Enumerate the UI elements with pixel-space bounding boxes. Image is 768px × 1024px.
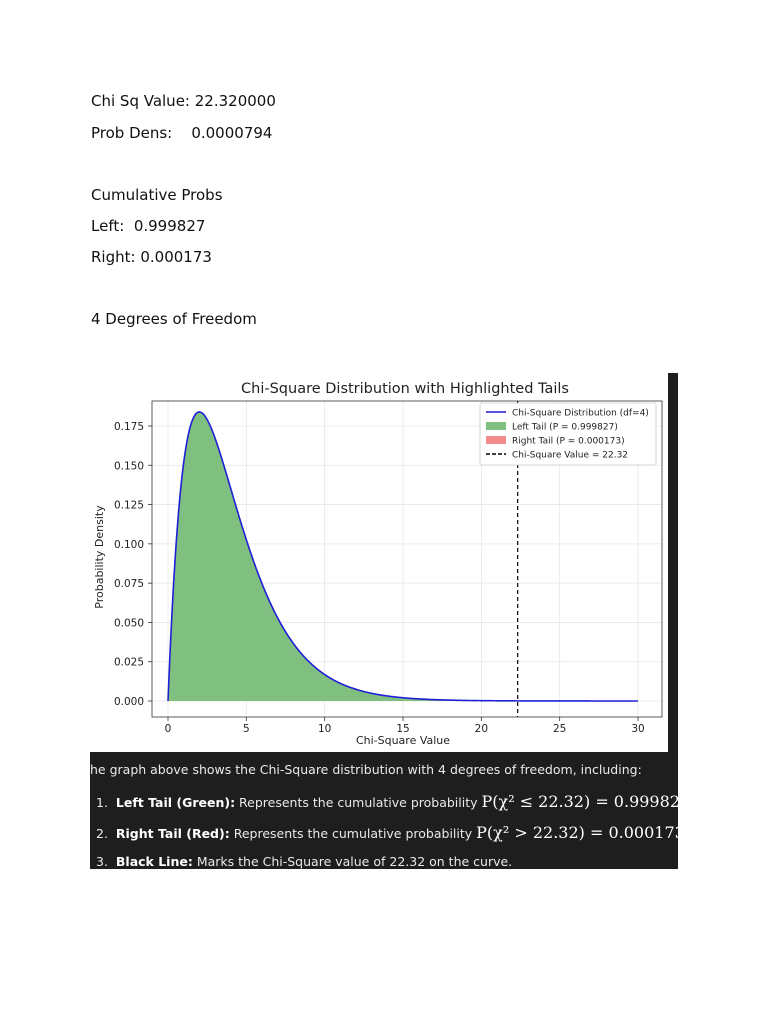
item-text: Marks the Chi-Square value of 22.32 on the curve. (192, 854, 513, 869)
legend-label: Chi-Square Distribution (df=4) (512, 408, 649, 419)
chi-sq-label: Chi Sq Value: (91, 92, 190, 110)
item-bold-label: Right Tail (Red): (115, 826, 230, 841)
legend-label: Right Tail (P = 0.000173) (512, 436, 625, 447)
caption-item-left-tail (96, 792, 695, 811)
chi-sq-line (91, 92, 276, 110)
y-tick-label: 0.050 (113, 617, 144, 630)
x-tick-label: 0 (164, 723, 172, 735)
chart-title: Chi-Square Distribution with Highlighted Tails (241, 381, 569, 397)
item-number: 1. (96, 795, 108, 810)
right-value: 0.000173 (140, 248, 212, 266)
legend-swatch-patch (486, 436, 506, 444)
dof-text: 4 Degrees of Freedom (91, 310, 257, 328)
caption-item-right-tail (96, 823, 690, 842)
cumulative-header: Cumulative Probs (91, 186, 223, 204)
y-tick-label: 0.000 (113, 696, 144, 708)
item-bold-label: Left Tail (Green): (115, 795, 236, 810)
x-axis-label: Chi-Square Value (355, 734, 451, 747)
caption-item-black-line (96, 854, 512, 869)
item-math: P(χ² ≤ 22.32) = 0.999827. (481, 792, 696, 811)
item-text: Represents the cumulative probability (235, 795, 482, 810)
chart-figure (90, 373, 696, 869)
y-tick-label: 0.175 (113, 421, 144, 433)
y-axis-ticks (114, 421, 152, 708)
y-tick-label: 0.125 (113, 499, 144, 512)
item-text: Represents the cumulative probability (229, 826, 477, 841)
y-tick-label: 0.150 (113, 460, 144, 473)
legend-label: Left Tail (P = 0.999827) (512, 422, 618, 433)
x-tick-label: 25 (552, 723, 567, 735)
chart-area (90, 373, 668, 752)
x-tick-label: 15 (396, 723, 410, 735)
prob-dens-label: Prob Dens: (91, 124, 173, 142)
prob-dens-value: 0.0000794 (191, 124, 273, 142)
item-number: 3. (96, 854, 108, 869)
x-axis-ticks (165, 717, 645, 735)
legend-swatch-patch (486, 422, 506, 430)
left-label: Left: (91, 217, 125, 235)
chart-caption (90, 752, 696, 869)
y-tick-label: 0.075 (113, 578, 144, 591)
chart-legend (480, 403, 656, 465)
y-tick-label: 0.100 (113, 538, 144, 551)
left-line (91, 217, 205, 235)
x-tick-label: 30 (631, 723, 645, 735)
item-math: P(χ² > 22.32) = 0.000173. (476, 823, 690, 842)
caption-intro: he graph above shows the Chi-Square distribution with 4 degrees of freedom, including: (90, 762, 642, 777)
prob-dens-line (91, 124, 272, 142)
chi-square-chart (90, 373, 668, 752)
right-line (91, 248, 212, 266)
y-axis-label: Probability Density (93, 505, 106, 609)
y-tick-label: 0.025 (113, 656, 144, 669)
x-tick-label: 20 (474, 723, 489, 735)
item-bold-label: Black Line: (115, 854, 193, 869)
x-tick-label: 10 (317, 723, 332, 735)
x-tick-label: 5 (242, 723, 250, 735)
item-number: 2. (96, 826, 108, 841)
legend-label: Chi-Square Value = 22.32 (512, 450, 629, 461)
right-label: Right: (91, 248, 136, 266)
left-value: 0.999827 (133, 217, 206, 235)
chi-sq-value: 22.320000 (194, 92, 276, 110)
